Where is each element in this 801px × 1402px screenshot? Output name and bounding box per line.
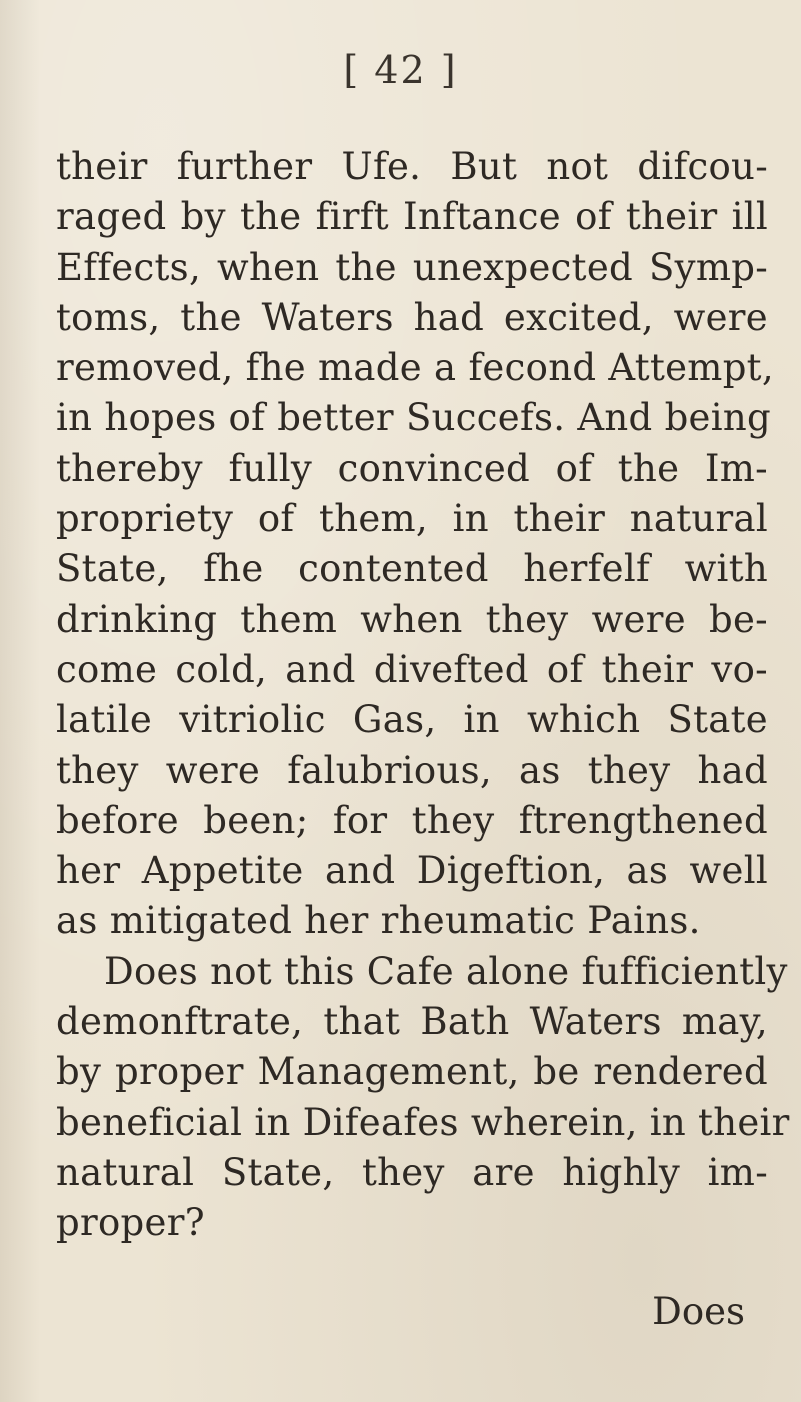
text-line: removed, fhe made a fecond Attempt, — [56, 346, 774, 390]
text-line: their further Ufe. But not difcou- — [56, 145, 768, 188]
text-line: in hopes of better Succefs. And being — [56, 396, 772, 440]
text-line: come cold, and divefted of their vo- — [56, 647, 768, 691]
text-line: State, fhe contented herfelf with — [56, 547, 768, 591]
text-line: demonftrate, that Bath Waters may, — [56, 1000, 768, 1044]
text-line: proper? — [56, 1201, 205, 1245]
text-line: as mitigated her rheumatic Pains. — [56, 899, 701, 943]
text-line: natural State, they are highly im- — [56, 1150, 768, 1194]
text-line: they were falubrious, as they had — [56, 748, 768, 792]
text-line: latile vitriolic Gas, in which State — [56, 698, 768, 742]
text-line: thereby fully convinced of the Im- — [56, 446, 768, 490]
text-line-paragraph-start: Does not this Cafe alone fufficiently — [104, 949, 788, 993]
page-number: [ 42 ] — [343, 48, 458, 92]
text-line: before been; for they ftrengthened — [56, 798, 768, 842]
text-line: Effects, when the unexpected Symp- — [56, 245, 768, 289]
text-line: raged by the firft Inftance of their ill — [56, 195, 768, 239]
text-line: toms, the Waters had excited, were — [56, 295, 768, 339]
text-line: drinking them when they were be- — [56, 597, 768, 641]
catchword: Does — [652, 1290, 745, 1333]
page-gutter-shadow — [0, 0, 40, 1402]
text-line: by proper Management, be rendered — [56, 1050, 768, 1094]
body-text — [56, 142, 790, 1249]
text-line: her Appetite and Digeftion, as well — [56, 849, 768, 893]
text-line: beneficial in Difeafes wherein, in their — [56, 1100, 790, 1144]
text-line: propriety of them, in their natural — [56, 497, 768, 541]
